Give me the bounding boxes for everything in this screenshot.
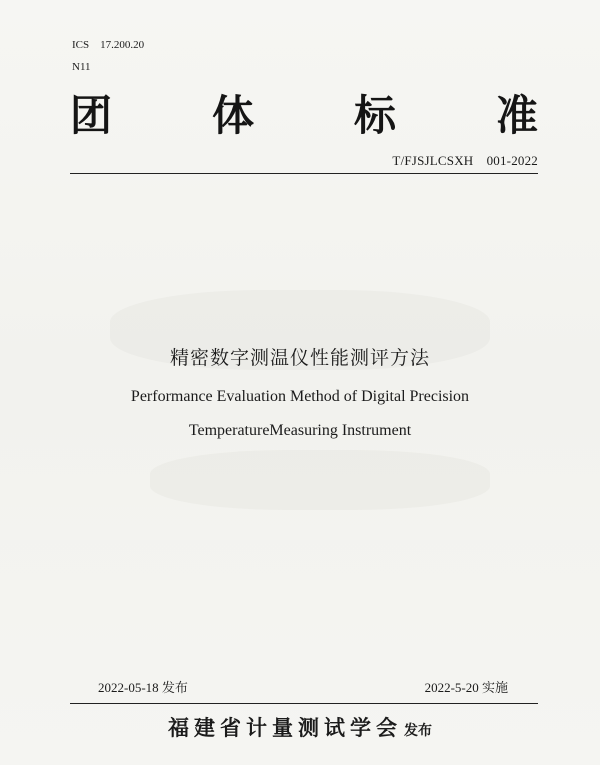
issuer xyxy=(0,712,600,742)
standard-number: T/FJSJLCSXH 001-2022 xyxy=(392,153,538,168)
bottom-divider xyxy=(70,703,538,704)
publish-date: 2022-05-18 发布 xyxy=(98,680,188,695)
english-title-line-1: Performance Evaluation Method of Digital Precision xyxy=(130,388,470,405)
standard-type-heading xyxy=(70,92,538,140)
standard-type-char: 团 xyxy=(70,91,113,140)
scan-smudge xyxy=(150,450,490,510)
ccs-code: N11 xyxy=(72,61,91,73)
top-divider xyxy=(70,173,538,174)
chinese-title: 精密数字测温仪性能测评方法 xyxy=(169,347,430,369)
issuer-organization: 福建省计量测试学会 xyxy=(168,716,402,740)
standard-type-char: 体 xyxy=(211,91,254,140)
implement-date: 2022-5-20 实施 xyxy=(424,680,508,695)
english-title-line-2: TemperatureMeasuring Instrument xyxy=(188,422,412,439)
ics-code: ICS 17.200.20 xyxy=(72,39,145,51)
standard-type-char: 标 xyxy=(353,91,396,140)
standard-type-char: 准 xyxy=(495,91,538,140)
issuer-suffix: 发布 xyxy=(404,723,432,739)
